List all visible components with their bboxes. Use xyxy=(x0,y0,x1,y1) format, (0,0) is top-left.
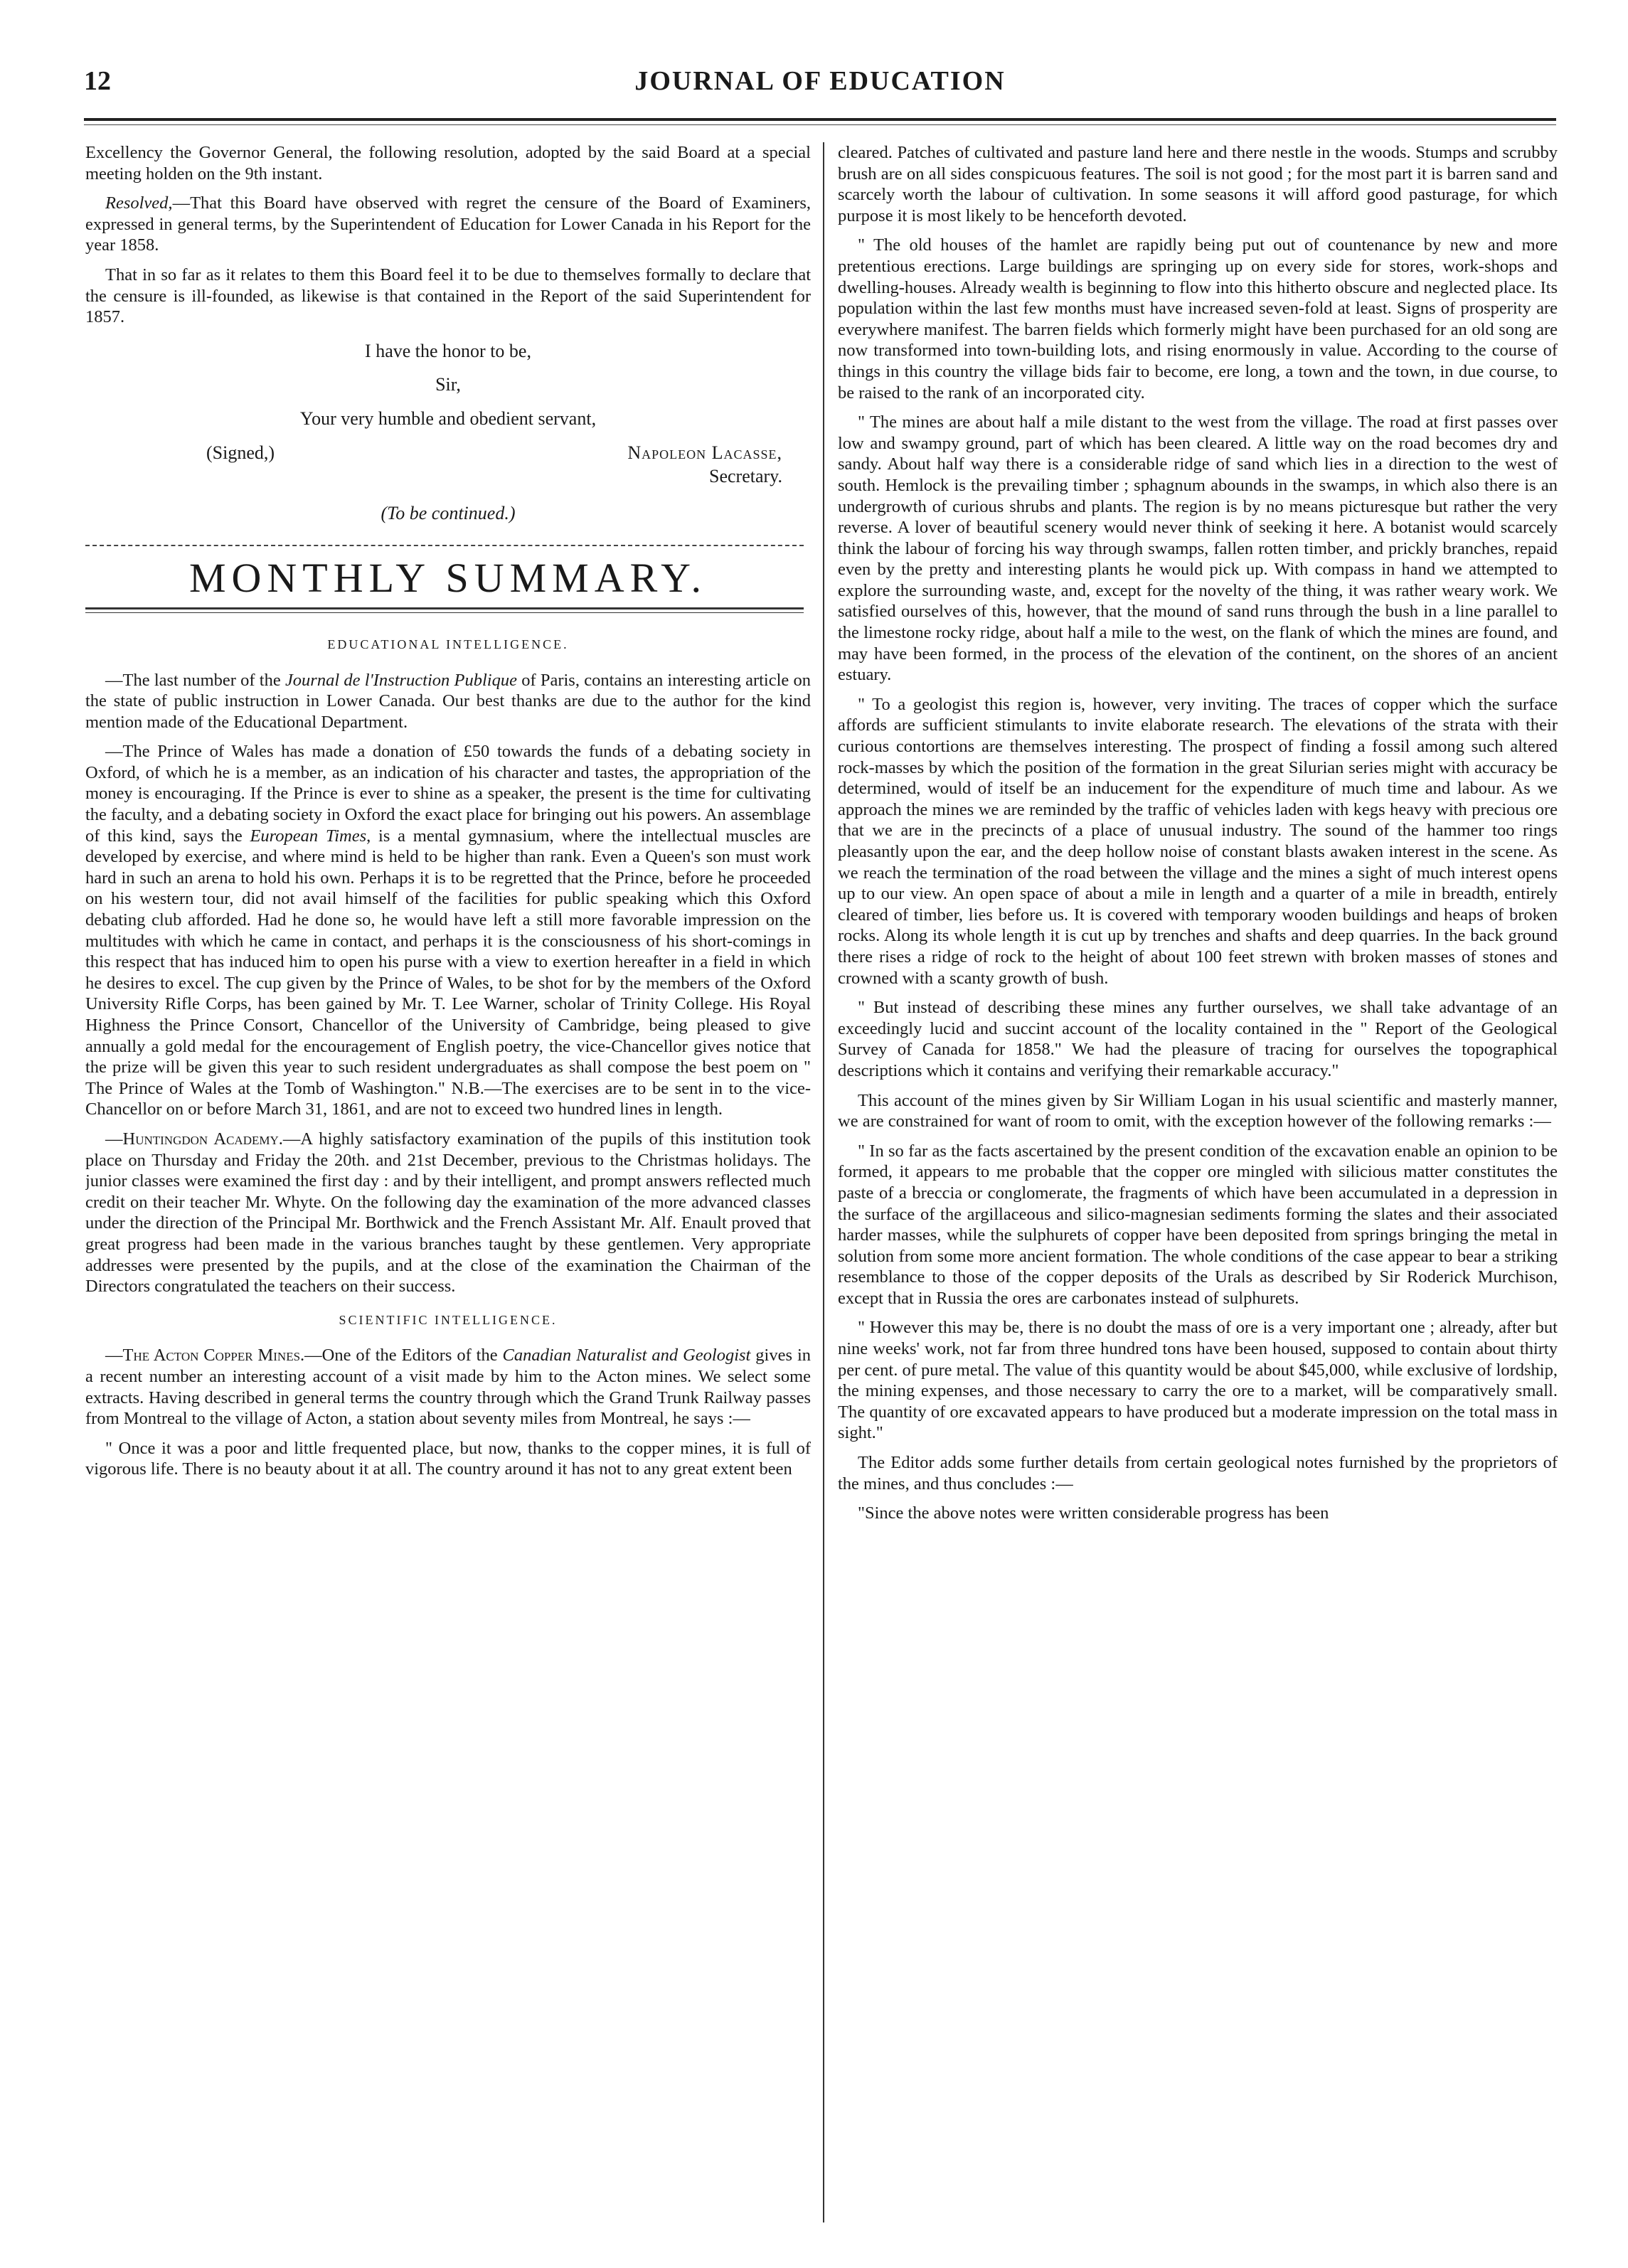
mines-paragraph: " The mines are about half a mile distant to the west from the village. The road at first passes over low and swampy ground, part of which has been cleared. A little way on the road becomes dry and sandy. About half way there is a considerable ridge of sand which lies in a direction to the west of south. Hemlock is the prevailing timber ; sphagnum abounds in the swamps, in which also there is an undergrowth of curious shrubs and plants. The region is by no means picturesque but rather the very reverse. A lover of beautiful scenery would never think of seeking it here. A botanist would scarcely think the labour of forcing his way through swamps, fallen rotten timber, and prickly branches, repaid even by the pretty and interesting plants he would pick up. With compass in hand we attempted to explore the surrounding waste, and, except for the novelty of the thing, it was rather weary work. We satisfied ourselves of this, however, that the mound of sand runs through the bush in a line parallel to the limestone rocky ridge, about half a mile to the west, on the flank of which the mines are found, and may have been formed, in the process of the elevation of the continent, on the shores of an ancient estuary. xyxy=(838,412,1558,685)
acton-paragraph xyxy=(85,1345,811,1429)
section-rule xyxy=(85,607,804,613)
huntingdon-text: —A highly satisfactory examination of the pupils of this institution took place on Thursday and Friday the 20th. and 21st December, previous to the Christmas holidays. The junior classes were examined the first day : and by their intelligent, and prompt answers reflected much credit on their teacher Mr. Whyte. On the following day the examination of the more advanced classes under the direction of the Principal Mr. Borthwick and the French Assistant Mr. Alf. Enault proved that great progress had been made in the various branches taught by these gentlemen. Very appropriate addresses were presented by the pupils, and at the close of the examination the Chairman of the Directors congratulated the teachers on their success. xyxy=(85,1129,811,1297)
instead-paragraph: " But instead of describing these mines any further ourselves, we shall take advantage of an exceedingly lucid and succint account of the locality contained in the " Report of the Geological Survey of Canada for 1858." We had the pleasure of tracing for ourselves the topographical descriptions which it contains and verifying their remarkable accuracy." xyxy=(838,998,1558,1080)
subheading-scientific: SCIENTIFIC INTELLIGENCE. xyxy=(339,1312,558,1327)
resolution-paragraph-2: That in so far as it relates to them this Board feel it to be due to themselves formally to declare that the censure is ill-founded, as likewise is that contained in the Report of the said Superintendent for 1857. xyxy=(85,265,811,327)
naturalist-title: Canadian Naturalist and Geologist xyxy=(502,1346,751,1365)
facts-paragraph: " In so far as the facts ascertained by the present condition of the excavation enable an opinion to be formed, it appears to me probable that the copper ore mingled with silicious matter constitutes the paste of a breccia or conglomerate, the fragments of which have been accumulated in a depression in the surface of the argillaceous and silico-magnesian sediments forming the slates and their associated harder masses, while the sulphurets of copper have been deposited from springs bringing the metal in solution from some more ancient formation. The whole conditions of the case appear to bear a striking resemblance to those of the copper deposits of the Urals as described by Sir Roderick Murchison, except that in Russia the ores are carbonates instead of sulphurets. xyxy=(838,1141,1558,1308)
resolution-paragraph xyxy=(85,193,811,256)
header-rule xyxy=(84,118,1556,121)
section-title: MONTHLY SUMMARY. xyxy=(188,555,708,602)
page-header xyxy=(84,65,1556,108)
editor-paragraph: The Editor adds some further details from certain geological notes furnished by the proprietors of the mines, and thus concludes :— xyxy=(838,1453,1558,1494)
signed-label: (Signed,) xyxy=(206,442,275,463)
once-paragraph: " Once it was a poor and little frequented place, but now, thanks to the copper mines, it is full of vigorous life. There is no beauty about it at all. The country around it has not to any great extent been xyxy=(85,1438,811,1479)
journal-paragraph xyxy=(85,670,811,733)
journal-title: Journal de l'Instruction Publique xyxy=(284,670,517,690)
signer-title: Secretary. xyxy=(709,466,782,487)
section-divider xyxy=(85,545,804,546)
running-title: JOURNAL OF EDUCATION xyxy=(634,66,1006,96)
resolved-label: Resolved, xyxy=(105,193,173,213)
huntingdon-label: —Huntingdon Academy. xyxy=(105,1129,283,1149)
subheading-educational: EDUCATIONAL INTELLIGENCE. xyxy=(327,637,569,651)
intro-paragraph: Excellency the Governor General, the following resolution, adopted by the said Board at a special meeting holden on the 9th instant. xyxy=(85,143,811,183)
journal-prefix: —The last number of the xyxy=(105,670,285,690)
geologist-paragraph: " To a geologist this region is, however, very inviting. The traces of copper which the surface affords are sufficient stimulants to invite elaborate research. The elevations of the strata with their curious contortions are themselves interesting. The prospect of finding a fossil among such altered rock-masses by which the position of the formation in the great Silurian series might with accuracy be determined, would of itself be an inducement for the expenditure of much time and labour. As we approach the mines we are reminded by the traffic of vehicles laden with kegs heavy with precious ore that we are in the precincts of a place of unusual industry. The sound of the hammer too rings pleasantly upon the ear, and the deep hollow noise of constant blasts awaken interest in the scene. As we reach the termination of the road between the village and the mines a sight of much interest opens up to our view. An open space of about a mile in length and a quarter of a mile in breadth, entirely cleared of timber, lies before us. It is covered with temporary wooden buildings and heaps of broken rocks. Along its whole length it is cut up by trenches and shafts and deep quarries. In the back ground there rises a ridge of rock to the height of about 100 feet strewn with broken masses of stones and crowned with a scanty growth of bush. xyxy=(838,694,1558,988)
page-number: 12 xyxy=(84,66,111,96)
to-be-continued: (To be continued.) xyxy=(381,502,516,523)
signer-name: Napoleon Lacasse, xyxy=(627,442,782,463)
cleared-paragraph: cleared. Patches of cultivated and pasture land here and there nestle in the woods. Stumps and scrubby brush are on all sides conspicuous features. The soil is not good ; for the most part it is barren sand and scarcely worth the labour of cultivation. In some seasons it will afford good pasturage, for which purpose it is most likely to be henceforth devoted. xyxy=(838,143,1558,225)
right-column xyxy=(838,142,1558,2225)
however-paragraph: " However this may be, there is no doubt the mass of ore is a very important one ; already, after but nine weeks' work, not far from three hundred tons have been housed, supposed to contain about thirty per cent. of pure metal. The value of this quantity would be about $45,000, while exclusive of lordship, the mining expenses, and those necessary to carry the ore to a market, will be comparatively small. The quantity of ore excavated appears to have produced but a moderate impression on the total mass in sight." xyxy=(838,1318,1558,1443)
left-column xyxy=(85,142,811,2225)
acton-rest: gives in a recent number an interesting account of a visit made by him to the Acton mines. We select some extracts. Having described in general terms the country through which the Grand Trunk Railway passes from Montreal to the village of Acton, a station about seventy miles from Montreal, he says :— xyxy=(85,1346,811,1429)
since-paragraph: "Since the above notes were written considerable progress has been xyxy=(858,1503,1329,1523)
prince-paragraph xyxy=(85,741,811,1120)
journal-rest: of Paris, contains an interesting article on the state of public instruction in Lower Canada. Our best thanks are due to the author for the kind mention made of the Educational Department. xyxy=(85,670,811,732)
column-divider xyxy=(823,142,824,2222)
acton-mid: —One of the Editors of the xyxy=(304,1346,503,1365)
closing-line-3: Your very humble and obedient servant, xyxy=(299,408,597,429)
acton-label: —The Acton Copper Mines. xyxy=(105,1346,305,1365)
huntingdon-paragraph xyxy=(85,1129,811,1297)
resolved-text: —That this Board have observed with regret the censure of the Board of Examiners, expressed in general terms, by the Superintendent of Education for Lower Canada in his Report for the year 1858. xyxy=(85,193,811,255)
closing-line-2: Sir, xyxy=(435,374,461,395)
logan-paragraph: This account of the mines given by Sir William Logan in his usual scientific and masterly manner, we are constrained for want of room to omit, with the exception however of the following remarks :— xyxy=(838,1090,1558,1132)
header-rule-thin xyxy=(84,124,1556,125)
prince-start: —The Prince of Wales has made a donation of £50 towards the funds of a debating society in Oxford, of which he is a member, as an indication of his character and tastes, the appropriation of the money is encouraging. If the Prince is ever to shine as a speaker, the present is the time for cultivating the faculty, and a debating society in Oxford the exact place for bringing out his powers. An assemblage of this kind, says the xyxy=(85,742,811,846)
signature-row xyxy=(85,442,811,464)
houses-paragraph: " The old houses of the hamlet are rapidly being put out of countenance by new and more pretentious erections. Large buildings are springing up on every side for stores, work-shops and dwelling-houses. Already wealth is beginning to flow into this hitherto obscure and neglected place. Its population within the last few months must have increased seven-fold at least. Signs of prosperity are everywhere manifest. The barren fields which formerly might have been purchased for an old song are now transformed into town-building lots, and rising enormously in value. According to the course of things in this country the village bids fair to become, ere long, a town and the town, in due course, to be raised to the rank of an incorporated city. xyxy=(838,235,1558,403)
european-times: European Times xyxy=(250,826,367,846)
closing-line-1: I have the honor to be, xyxy=(365,340,531,361)
prince-rest: , is a mental gymnasium, where the intellectual muscles are developed by exercise, and where mind is held to be higher than rank. Even a Queen's son must work hard in such an arena to hold his own. Perhaps it is to be regretted that the Prince, before he proceeded on his western tour, did not avail himself of the facilities for public speaking which this Oxford debating club afforded. Had he done so, he would have left a still more favorable impression on the multitudes with which he came in contact, and perhaps it is the consciousness of his short-comings in this respect that has induced him to open his purse with a view to exertion hereafter in a field in which he desires to excel. The cup given by the Prince of Wales, to be shot for by the members of the Oxford University Rifle Corps, has been gained by Mr. T. Lee Warner, scholar of Trinity College. His Royal Highness the Prince Consort, Chancellor of the University of Cambridge, being pleased to give annually a gold medal for the encouragement of English poetry, the vice-Chancellor gives notice that the prize will be given this year to such resident undergraduates as shall compose the best poem on " The Prince of Wales at the Tomb of Washington." N.B.—The exercises are to be sent in to the vice-Chancellor on or before March 31, 1861, and are not to exceed two hundred lines in length. xyxy=(85,826,811,1119)
